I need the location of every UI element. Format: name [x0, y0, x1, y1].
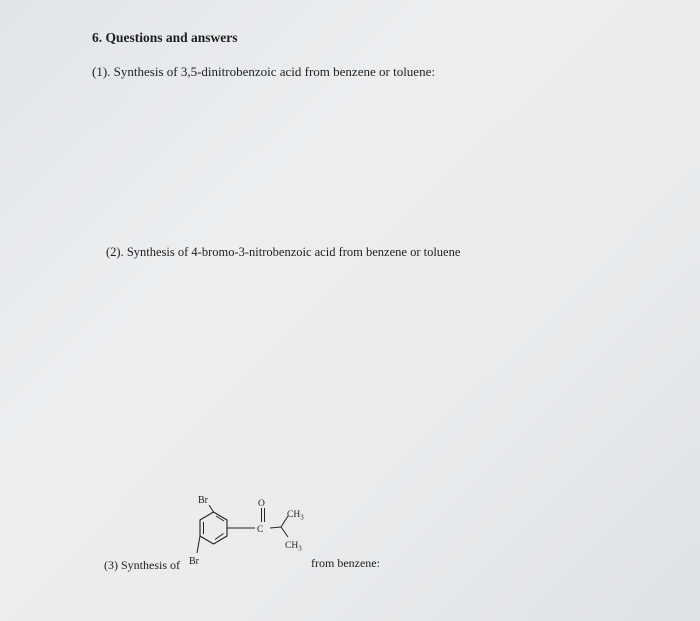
methyl-bottom-label: $CH_3$ — [285, 541, 302, 553]
question-2: (2). Synthesis of 4-bromo-3-nitrobenzoic acid from benzene or toluene — [106, 245, 461, 259]
bromine-top-label: Br — [198, 495, 208, 506]
methyl-top-label: $CH_3$ — [287, 510, 304, 522]
oxygen-label: O — [258, 499, 265, 509]
benzene-ring — [200, 512, 227, 544]
carbonyl-carbon-label: C — [257, 525, 264, 535]
chemical-structure — [185, 487, 335, 577]
question-3-tail: from benzene: — [311, 556, 380, 570]
bromine-bottom-label: Br — [189, 556, 199, 567]
section-title: 6. Questions and answers — [92, 30, 238, 45]
question-3-lead: (3) Synthesis of — [104, 558, 180, 572]
question-1: (1). Synthesis of 3,5-dinitrobenzoic acid from benzene or toluene: — [92, 64, 435, 79]
